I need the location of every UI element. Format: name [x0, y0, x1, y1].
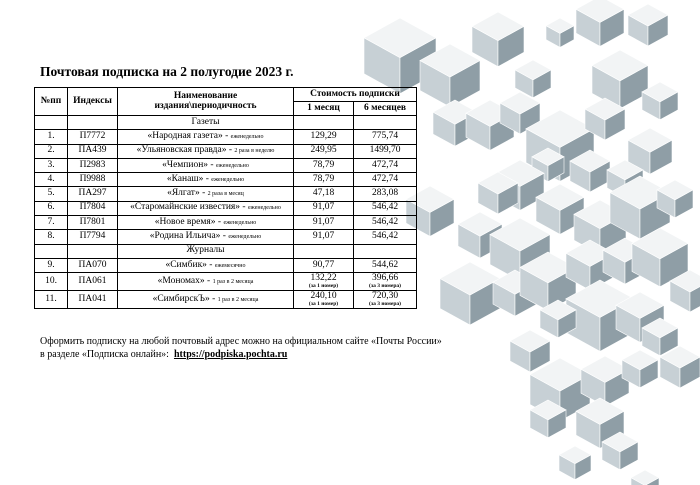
publication-name: «Канаш» -	[166, 173, 209, 184]
publication-name: «Мономах» -	[157, 275, 211, 286]
row-number: 6.	[35, 201, 68, 215]
price-month6	[354, 273, 417, 291]
cube-shape	[576, 0, 624, 46]
price-value: 91,07	[312, 202, 335, 213]
price-month6	[354, 201, 417, 215]
price-month6	[354, 158, 417, 172]
row-title	[118, 130, 294, 144]
price-note: (за 1 номер)	[308, 301, 339, 307]
row-index: ПА439	[68, 144, 118, 158]
price-month6	[354, 230, 417, 244]
publication-name: «Чемпион» -	[162, 159, 214, 170]
price-month1	[294, 173, 354, 187]
publication-frequency: 2 раза в неделю	[234, 148, 275, 155]
price-month1	[294, 130, 354, 144]
price-month1	[294, 216, 354, 230]
row-number: 11.	[35, 291, 68, 309]
publication-frequency: еженедельно	[230, 133, 264, 140]
publication-frequency: ежемесячно	[214, 262, 246, 269]
row-number: 8.	[35, 230, 68, 244]
section-blank	[68, 116, 118, 130]
price-value: 78,79	[312, 173, 335, 184]
cube-shape	[628, 4, 668, 46]
row-index: ПА041	[68, 291, 118, 309]
price-value: 472,74	[371, 173, 399, 184]
row-index: П7801	[68, 216, 118, 230]
header-month1: 1 месяц	[294, 102, 354, 116]
table-row	[35, 216, 417, 230]
price-value: 544,62	[371, 259, 399, 270]
row-title	[118, 158, 294, 172]
magazines-section-heading: Журналы	[118, 244, 294, 258]
price-value: 283,08	[371, 188, 399, 199]
header-name-line2: издания\периодичность	[154, 100, 257, 111]
price-month1	[294, 187, 354, 201]
row-title	[118, 144, 294, 158]
header-cost: Стоимость подписки	[294, 88, 417, 102]
row-number: 1.	[35, 130, 68, 144]
price-value: 132,22	[310, 273, 337, 284]
publication-frequency: 2 раза в месяц	[207, 191, 244, 198]
price-month1	[294, 291, 354, 309]
newspapers-section-row	[35, 116, 417, 130]
price-note: (за 3 номера)	[369, 283, 401, 289]
publication-frequency: 1 раз в 2 месяца	[212, 278, 254, 285]
row-title	[118, 230, 294, 244]
price-value: 546,42	[371, 202, 399, 213]
price-month1	[294, 144, 354, 158]
price-note: (за 1 номер)	[308, 283, 339, 289]
header-index: Индексы	[68, 88, 118, 116]
price-value: 546,42	[371, 216, 399, 227]
row-number: 10.	[35, 273, 68, 291]
cube-shape	[631, 470, 659, 485]
price-value: 720,30	[371, 291, 399, 302]
section-blank	[294, 116, 354, 130]
table-row	[35, 258, 417, 272]
price-value: 90,77	[312, 259, 335, 270]
header-month6: 6 месяцев	[354, 102, 417, 116]
price-value: 78,79	[312, 159, 335, 170]
publication-frequency: еженедельно	[223, 219, 257, 226]
price-value: 91,07	[312, 231, 335, 242]
table-row	[35, 230, 417, 244]
publication-name: «Новое время» -	[154, 216, 222, 227]
price-month6	[354, 216, 417, 230]
row-index: ПА061	[68, 273, 118, 291]
table-row	[35, 201, 417, 215]
magazines-section-row	[35, 244, 417, 258]
row-title	[118, 187, 294, 201]
table-row	[35, 273, 417, 291]
price-value: 396,66	[371, 273, 399, 284]
row-number: 3.	[35, 158, 68, 172]
row-title	[118, 258, 294, 272]
price-value: 249,95	[310, 145, 337, 156]
cube-shape	[440, 262, 500, 325]
price-value: 47,18	[312, 188, 335, 199]
cube-shape	[546, 18, 574, 47]
section-blank	[35, 244, 68, 258]
section-blank	[354, 116, 417, 130]
section-blank	[35, 116, 68, 130]
price-month1	[294, 273, 354, 291]
footer-line2: в разделе «Подписка онлайн»:	[40, 348, 169, 360]
price-value: 775,74	[371, 130, 399, 141]
price-value: 91,07	[312, 216, 335, 227]
table-row	[35, 173, 417, 187]
cube-shape	[559, 446, 591, 480]
row-title	[118, 216, 294, 230]
subscription-table	[34, 87, 417, 309]
price-note: (за 3 номера)	[369, 301, 401, 307]
row-index: П2983	[68, 158, 118, 172]
row-number: 2.	[35, 144, 68, 158]
publication-name: «Ульяновская правда» -	[136, 145, 232, 156]
price-month1	[294, 201, 354, 215]
row-title	[118, 291, 294, 309]
publication-name: «Ялгат» -	[167, 188, 206, 199]
row-index: П9988	[68, 173, 118, 187]
subscription-link[interactable]: https://podpiska.pochta.ru	[173, 348, 288, 360]
footer-line1: Оформить подписку на любой почтовый адрес можно на официальном сайте «Почты России»	[40, 336, 442, 347]
price-month6	[354, 258, 417, 272]
publication-frequency: еженедельно	[228, 234, 262, 241]
price-month1	[294, 258, 354, 272]
price-value: 546,42	[371, 231, 399, 242]
header-name	[118, 88, 294, 116]
row-number: 7.	[35, 216, 68, 230]
row-index: П7804	[68, 201, 118, 215]
publication-frequency: еженедельно	[247, 205, 281, 212]
publication-name: «Симбик» -	[165, 259, 213, 270]
price-value: 129,29	[310, 130, 337, 141]
price-month6	[354, 291, 417, 309]
publication-name: «Народная газета» -	[147, 130, 229, 141]
publication-name: «СимбирскЪ» -	[152, 293, 216, 304]
newspapers-section-heading: Газеты	[118, 116, 294, 130]
row-index: ПА070	[68, 258, 118, 272]
price-value: 472,74	[371, 159, 399, 170]
publication-frequency: 1 раз в 2 месяца	[217, 296, 259, 303]
price-value: 1499,70	[369, 145, 401, 156]
section-blank	[68, 244, 118, 258]
footer-note	[40, 336, 442, 361]
row-number: 5.	[35, 187, 68, 201]
cube-shape	[592, 50, 648, 109]
row-number: 4.	[35, 173, 68, 187]
row-index: П7772	[68, 130, 118, 144]
row-title	[118, 273, 294, 291]
price-month6	[354, 144, 417, 158]
row-title	[118, 201, 294, 215]
page-title: Почтовая подписка на 2 полугодие 2023 г.	[40, 64, 294, 79]
price-month1	[294, 158, 354, 172]
table-row	[35, 291, 417, 309]
section-blank	[354, 244, 417, 258]
row-number: 9.	[35, 258, 68, 272]
price-value: 240,10	[310, 291, 337, 302]
table-row	[35, 144, 417, 158]
price-month6	[354, 130, 417, 144]
header-num: №пп	[35, 88, 68, 116]
publication-frequency: еженедельно	[215, 162, 249, 169]
section-blank	[294, 244, 354, 258]
cube-shape	[510, 330, 550, 372]
publication-name: «Старомайнские известия» -	[130, 202, 246, 213]
row-index: П7794	[68, 230, 118, 244]
price-month6	[354, 187, 417, 201]
table-row	[35, 158, 417, 172]
publication-name: «Родина Ильича» -	[149, 231, 226, 242]
subscription-table-body	[35, 116, 417, 309]
table-row	[35, 130, 417, 144]
table-row	[35, 187, 417, 201]
price-month1	[294, 230, 354, 244]
publication-frequency: еженедельно	[211, 176, 245, 183]
header-name-line1: Наименование	[173, 90, 238, 101]
row-title	[118, 173, 294, 187]
cube-shape	[472, 12, 524, 67]
price-month6	[354, 173, 417, 187]
row-index: ПА297	[68, 187, 118, 201]
